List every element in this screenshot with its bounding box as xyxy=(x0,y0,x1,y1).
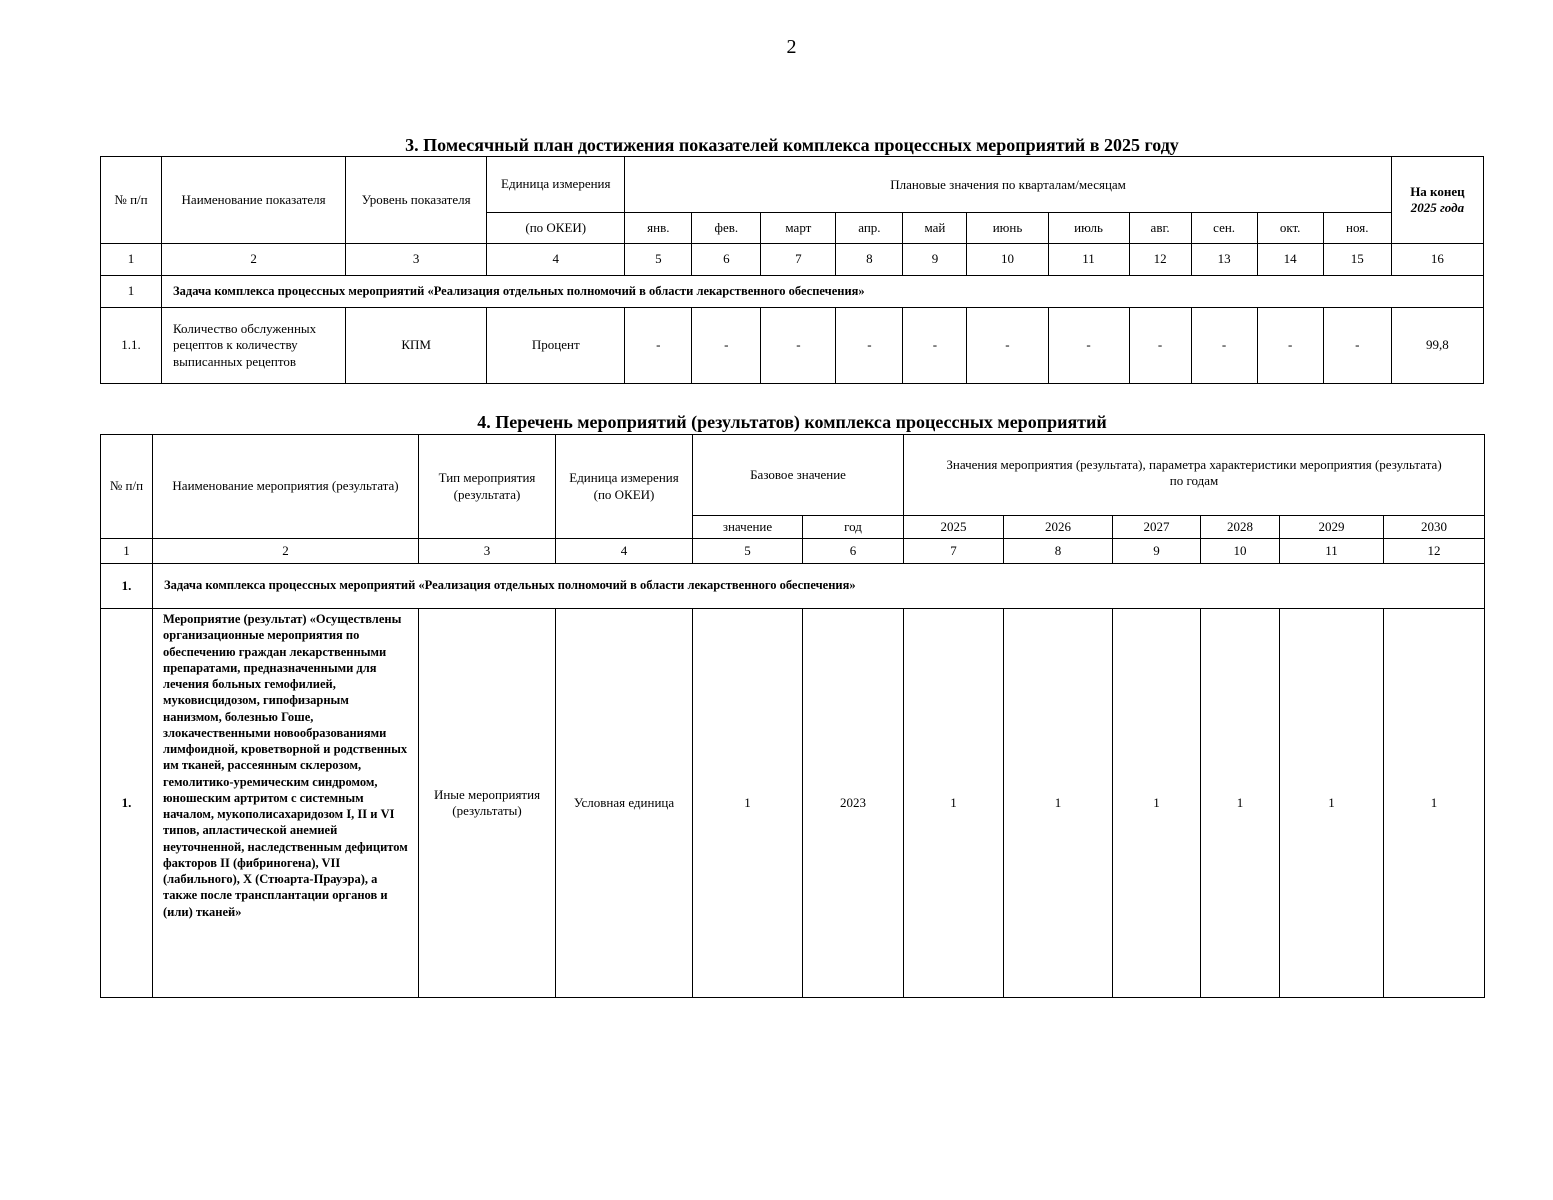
row-monthly-value: - xyxy=(1323,308,1391,384)
header-month: ноя. xyxy=(1323,213,1391,244)
column-number: 10 xyxy=(1201,539,1280,564)
section3-title: 3. Помесячный план достижения показателей комплекса процессных мероприятий в 2025 году xyxy=(405,135,1179,155)
column-number: 13 xyxy=(1191,244,1257,276)
header-end-line1: На конец xyxy=(1410,183,1465,199)
header-unit-okei: (по ОКЕИ) xyxy=(487,213,625,244)
header-end-of-year xyxy=(1391,157,1483,244)
column-number: 14 xyxy=(1257,244,1323,276)
column-number: 1 xyxy=(101,539,153,564)
header-event-type: Тип мероприятия (результата) xyxy=(419,435,556,539)
header-month: авг. xyxy=(1129,213,1191,244)
header-event-unit: Единица измерения (по ОКЕИ) xyxy=(556,435,693,539)
header-indicator-name: Наименование показателя xyxy=(162,157,346,244)
row-indicator-level: КПМ xyxy=(346,308,487,384)
section4-title: 4. Перечень мероприятий (результатов) комплекса процессных мероприятий xyxy=(477,412,1107,432)
row-year-value: 1 xyxy=(1280,609,1384,998)
header-event-name: Наименование мероприятия (результата) xyxy=(153,435,419,539)
row-monthly-value: - xyxy=(836,308,903,384)
header-month: июнь xyxy=(967,213,1048,244)
row-monthly-value: - xyxy=(1257,308,1323,384)
header-month: март xyxy=(761,213,836,244)
header-year: 2027 xyxy=(1113,516,1201,539)
row-monthly-value: - xyxy=(625,308,692,384)
column-number: 5 xyxy=(625,244,692,276)
column-number: 16 xyxy=(1391,244,1483,276)
task-num: 1 xyxy=(101,276,162,308)
header-year: 2028 xyxy=(1201,516,1280,539)
row-indicator-name: Количество обслуженных рецептов к количеству выписанных рецептов xyxy=(162,308,346,384)
column-number: 15 xyxy=(1323,244,1391,276)
column-number: 8 xyxy=(836,244,903,276)
column-number: 12 xyxy=(1384,539,1485,564)
row-year-value: 1 xyxy=(1113,609,1201,998)
header-month: сен. xyxy=(1191,213,1257,244)
row-num: 1. xyxy=(101,609,153,998)
row-event-type: Иные мероприятия (результаты) xyxy=(419,609,556,998)
header-month: окт. xyxy=(1257,213,1323,244)
row-event-name: Мероприятие (результат) «Осуществлены организационные мероприятия по обеспечению граждан лекарственными препаратами, предназначенными для лечения больных гемофилией, муковисцидозом, гипофизарным нанизмом, болезнью Гоше, злокачественными новообразованиями лимфоидной, кроветворной и родственных им тканей, рассеянным склерозом, гемолитико-уремическим синдромом, юношеским артритом с системным началом, мукополисахаридозом I, II и VI типов, апластической анемией неуточненной, наследственным дефицитом факторов II (фибриногена), VII (лабильного), X (Стюарта-Прауэра), а также после трансплантации органов и (или) тканей» xyxy=(153,609,419,998)
column-number: 10 xyxy=(967,244,1048,276)
header-year: 2025 xyxy=(904,516,1004,539)
monthly-plan-table xyxy=(100,156,1484,384)
header-values-by-year: Значения мероприятия (результата), параметра характеристики мероприятия (результата) по годам xyxy=(904,435,1485,516)
row-monthly-value: - xyxy=(903,308,967,384)
row-end-of-year-value: 99,8 xyxy=(1391,308,1483,384)
events-list-table xyxy=(100,434,1485,998)
column-number: 4 xyxy=(556,539,693,564)
header-month: июль xyxy=(1048,213,1129,244)
row-year-value: 1 xyxy=(904,609,1004,998)
column-number: 9 xyxy=(903,244,967,276)
header-month: янв. xyxy=(625,213,692,244)
column-number: 7 xyxy=(761,244,836,276)
row-base-year: 2023 xyxy=(803,609,904,998)
column-number: 9 xyxy=(1113,539,1201,564)
header-num: № п/п xyxy=(101,157,162,244)
task-text: Задача комплекса процессных мероприятий «Реализация отдельных полномочий в области лекарственного обеспечения» xyxy=(162,276,1484,308)
header-indicator-level: Уровень показателя xyxy=(346,157,487,244)
header-year: 2030 xyxy=(1384,516,1485,539)
header-month: май xyxy=(903,213,967,244)
column-number: 5 xyxy=(693,539,803,564)
column-number: 7 xyxy=(904,539,1004,564)
column-number: 12 xyxy=(1129,244,1191,276)
row-monthly-value: - xyxy=(1129,308,1191,384)
header-year: 2029 xyxy=(1280,516,1384,539)
column-number: 6 xyxy=(803,539,904,564)
column-number: 3 xyxy=(346,244,487,276)
page-number: 2 xyxy=(786,36,797,58)
header-unit: Единица измерения xyxy=(487,157,625,213)
header-month: фев. xyxy=(692,213,761,244)
row-base-value: 1 xyxy=(693,609,803,998)
row-monthly-value: - xyxy=(1048,308,1129,384)
header-base-value-value: значение xyxy=(693,516,803,539)
column-number: 1 xyxy=(101,244,162,276)
column-number: 6 xyxy=(692,244,761,276)
row-year-value: 1 xyxy=(1201,609,1280,998)
row-num: 1.1. xyxy=(101,308,162,384)
column-number: 2 xyxy=(153,539,419,564)
column-number: 4 xyxy=(487,244,625,276)
row-monthly-value: - xyxy=(1191,308,1257,384)
row-unit: Процент xyxy=(487,308,625,384)
header-month: апр. xyxy=(836,213,903,244)
column-number: 8 xyxy=(1004,539,1113,564)
column-number: 3 xyxy=(419,539,556,564)
row-year-value: 1 xyxy=(1384,609,1485,998)
column-number: 11 xyxy=(1048,244,1129,276)
header-base-value-year: год xyxy=(803,516,904,539)
task-text: Задача комплекса процессных мероприятий «Реализация отдельных полномочий в области лекарственного обеспечения» xyxy=(153,564,1485,609)
header-num: № п/п xyxy=(101,435,153,539)
header-end-line2: 2025 года xyxy=(1410,200,1465,215)
header-plan-values: Плановые значения по кварталам/месяцам xyxy=(625,157,1392,213)
column-number: 11 xyxy=(1280,539,1384,564)
column-number: 2 xyxy=(162,244,346,276)
task-num: 1. xyxy=(101,564,153,609)
row-monthly-value: - xyxy=(967,308,1048,384)
row-monthly-value: - xyxy=(761,308,836,384)
row-year-value: 1 xyxy=(1004,609,1113,998)
header-year: 2026 xyxy=(1004,516,1113,539)
row-monthly-value: - xyxy=(692,308,761,384)
header-base-value: Базовое значение xyxy=(693,435,904,516)
row-event-unit: Условная единица xyxy=(556,609,693,998)
